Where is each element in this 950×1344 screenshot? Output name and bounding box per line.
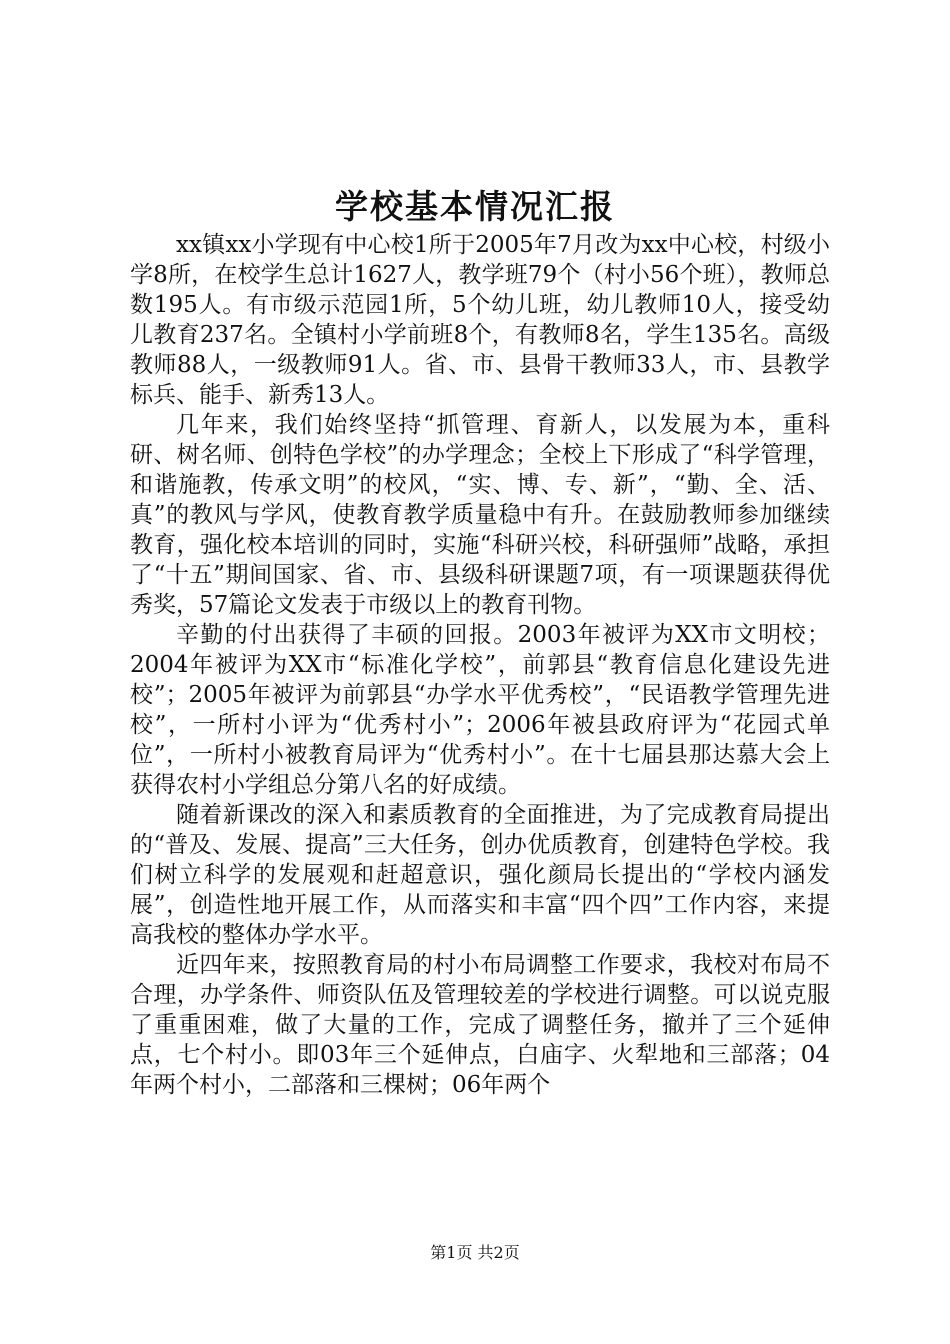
- document-title: 学校基本情况汇报: [335, 187, 615, 226]
- paragraph-school-philosophy: 几年来，我们始终坚持“抓管理、育新人，以发展为本，重科研、树名师、创特色学校”的办学理念；全校上下形成了“科学管理，和谐施教，传承文明”的校风，“实、博、专、新”，“勤、全、活、真”的教风与学风，使教育教学质量稳中有升。在鼓励教师参加继续教育，强化校本培训的同时，实施“科研兴校，科研强师”战略，承担了“十五”期间国家、省、市、县级科研课题7项，有一项课题获得优秀奖，57篇论文发表于市级以上的教育刊物。: [130, 412, 830, 618]
- page-footer: [0, 1242, 950, 1264]
- paragraph-school-overview: xx镇xx小学现有中心校1所于2005年7月改为xx中心校，村级小学8所，在校学生总计1627人，教学班79个（村小56个班），教师总数195人。有市级示范园1所，5个幼儿班，幼儿教师10人，接受幼儿教育237名。全镇村小学前班8个，有教师8名，学生135名。高级教师88人，一级教师91人。省、市、县骨干教师33人，市、县教学标兵、能手、新秀13人。: [130, 232, 830, 408]
- paragraph-reform: 随着新课改的深入和素质教育的全面推进，为了完成教育局提出的“普及、发展、提高”三大任务，创办优质教育，创建特色学校。我们树立科学的发展观和赶超意识，强化颜局长提出的“学校内涵发展”，创造性地开展工作，从而落实和丰富“四个四”工作内容，来提高我校的整体办学水平。: [130, 802, 830, 948]
- document-body: [130, 230, 830, 1100]
- page-number-indicator: 第1页 共2页: [430, 1243, 520, 1262]
- paragraph-layout-adjustment: 近四年来，按照教育局的村小布局调整工作要求，我校对布局不合理，办学条件、师资队伍及管理较差的学校进行调整。可以说克服了重重困难，做了大量的工作，完成了调整任务，撤并了三个延伸点，七个村小。即03年三个延伸点，白庙字、火犁地和三部落；04年两个村小，二部落和三棵树；06年两个: [130, 952, 830, 1098]
- paragraph-honors: 辛勤的付出获得了丰硕的回报。2003年被评为XX市文明校；2004年被评为XX市“标准化学校”，前郭县“教育信息化建设先进校”；2005年被评为前郭县“办学水平优秀校”，“民语教学管理先进校”，一所村小评为“优秀村小”；2006年被县政府评为“花园式单位”，一所村小被教育局评为“优秀村小”。在十七届县那达慕大会上获得农村小学组总分第八名的好成绩。: [130, 622, 830, 798]
